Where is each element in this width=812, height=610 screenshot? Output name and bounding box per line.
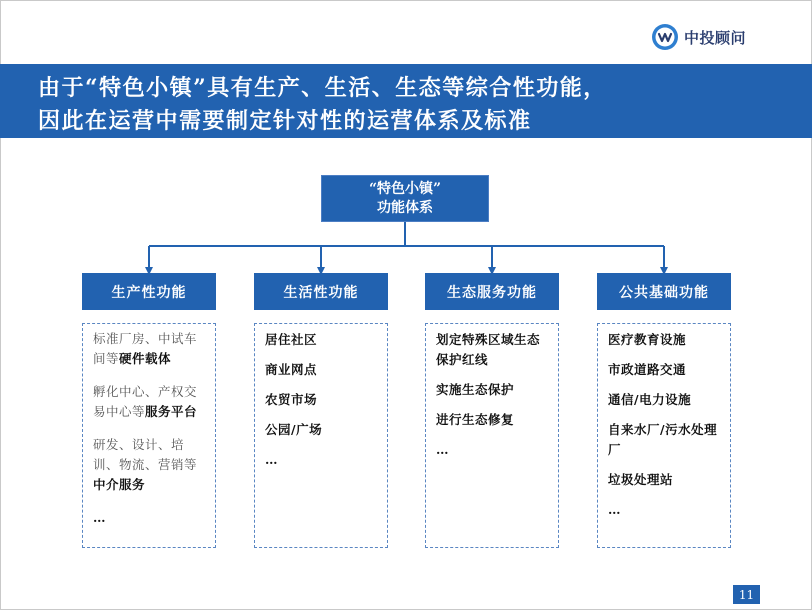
- list-item: 划定特殊区域生态保护红线: [436, 332, 541, 367]
- zt-logo-icon: [651, 23, 679, 51]
- root-node-line-2: 功能体系: [377, 199, 433, 216]
- items-production: [82, 323, 216, 548]
- list-item: …: [608, 502, 621, 517]
- items-public-infrastructure: [597, 323, 731, 548]
- category-production: 生产性功能: [82, 273, 216, 310]
- list-item: 实施生态保护: [436, 382, 515, 397]
- items-ecology: [425, 323, 559, 548]
- logo-text: 中投顾问: [684, 28, 747, 47]
- list-item: 垃圾处理站: [608, 472, 674, 487]
- list-item: …: [93, 510, 106, 525]
- list-item: …: [265, 452, 278, 467]
- list-item: 市政道路交通: [608, 362, 687, 377]
- category-ecology: 生态服务功能: [425, 273, 559, 310]
- list-item: 研发、设计、培训、物流、营销等中介服务: [93, 437, 198, 492]
- list-item: 居住社区: [265, 332, 318, 347]
- list-item: 孵化中心、产权交易中心等服务平台: [93, 384, 198, 419]
- items-living: [254, 323, 388, 548]
- list-item: 农贸市场: [265, 392, 318, 407]
- list-item: 商业网点: [265, 362, 318, 377]
- title-line-2: 因此在运营中需要制定针对性的运营体系及标准: [38, 108, 532, 134]
- root-node-line-1: “特色小镇”: [368, 180, 442, 197]
- category-living: 生活性功能: [254, 273, 388, 310]
- list-item: …: [436, 442, 449, 457]
- title-line-1: 由于“特色小镇”具有生产、生活、生态等综合性功能，: [38, 75, 607, 101]
- list-item: 标准厂房、中试车间等硬件载体: [93, 331, 198, 366]
- company-logo: [651, 21, 771, 53]
- category-public-infrastructure: 公共基础功能: [597, 273, 731, 310]
- page-number: 11: [733, 585, 760, 604]
- list-item: 进行生态修复: [436, 412, 515, 427]
- list-item: 医疗教育设施: [608, 332, 687, 347]
- root-node: [321, 175, 489, 222]
- list-item: 通信/电力设施: [608, 392, 692, 407]
- list-item: 公园/广场: [265, 422, 323, 437]
- list-item: 自来水厂/污水处理厂: [608, 422, 718, 457]
- title-banner: [0, 64, 812, 138]
